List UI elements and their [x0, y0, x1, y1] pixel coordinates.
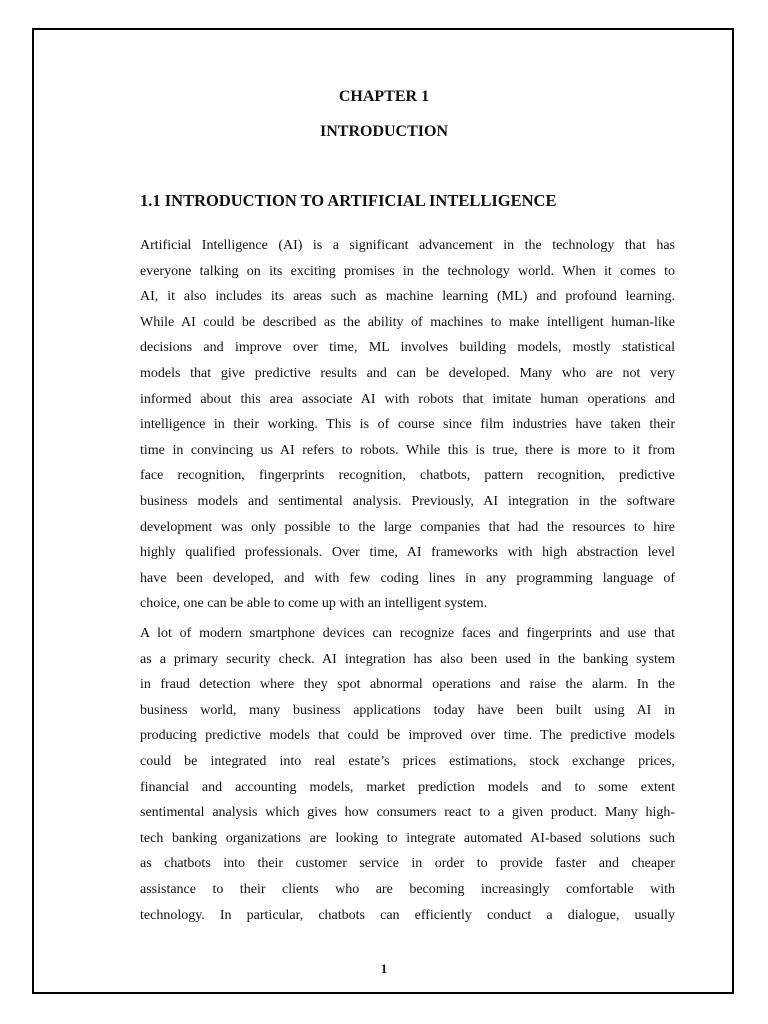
paragraph-line: business models and sentimental analysis. Previously, AI integration in the software — [140, 493, 675, 509]
paragraph-line: While AI could be described as the ability of machines to make intelligent human-like — [140, 314, 675, 330]
section-heading: 1.1 INTRODUCTION TO ARTIFICIAL INTELLIGENCE — [140, 191, 557, 210]
paragraph-line: choice, one can be able to come up with an intelligent system. — [140, 596, 488, 612]
paragraph-line: decisions and improve over time, ML involves building models, mostly statistical — [140, 340, 675, 356]
paragraph-line: models that give predictive results and can be developed. Many who are not very — [140, 365, 675, 381]
paragraph-line: AI, it also includes its areas such as machine learning (ML) and profound learning. — [140, 289, 675, 305]
paragraph-line: in fraud detection where they spot abnormal operations and raise the alarm. In the — [140, 677, 675, 693]
paragraph-line: everyone talking on its exciting promises in the technology world. When it comes to — [140, 263, 675, 279]
paragraph-line: A lot of modern smartphone devices can recognize faces and fingerprints and use that — [140, 626, 675, 641]
paragraph-line: business world, many business applications today have been built using AI in — [140, 702, 675, 718]
paragraph-line: intelligence in their working. This is of course since film industries have taken their — [140, 417, 675, 433]
paragraph-line: have been developed, and with few coding lines in any programming language of — [140, 570, 675, 586]
paragraph-2 — [140, 621, 675, 928]
paragraph-line: tech banking organizations are looking to integrate automated AI-based solutions such — [140, 830, 675, 846]
paragraph-line: technology. In particular, chatbots can efficiently conduct a dialogue, usually — [140, 907, 675, 923]
paragraph-line: could be integrated into real estate’s prices estimations, stock exchange prices, — [140, 753, 675, 769]
paragraph-line: as chatbots into their customer service in order to provide faster and cheaper — [140, 856, 675, 872]
page-number: 1 — [380, 961, 388, 976]
paragraph-line: assistance to their clients who are becoming increasingly comfortable with — [140, 881, 675, 897]
paragraph-line: Artificial Intelligence (AI) is a significant advancement in the technology that has — [140, 238, 675, 253]
paragraph-line: producing predictive models that could be improved over time. The predictive models — [140, 728, 675, 744]
paragraph-line: time in convincing us AI refers to robots. While this is true, there is more to it from — [140, 442, 675, 458]
paragraph-line: financial and accounting models, market prediction models and to some extent — [140, 779, 675, 795]
paragraph-line: face recognition, fingerprints recognition, chatbots, pattern recognition, predictive — [140, 468, 675, 484]
chapter-title: INTRODUCTION — [319, 123, 448, 140]
paragraph-line: highly qualified professionals. Over time, AI frameworks with high abstraction level — [140, 545, 675, 561]
chapter-label: CHAPTER 1 — [338, 88, 430, 105]
paragraph-line: sentimental analysis which gives how consumers react to a given product. Many high- — [140, 805, 675, 821]
paragraph-line: development was only possible to the large companies that had the resources to hire — [140, 519, 675, 535]
paragraph-line: informed about this area associate AI with robots that imitate human operations and — [140, 391, 675, 407]
paragraph-line: as a primary security check. AI integration has also been used in the banking system — [140, 651, 675, 667]
paragraph-1 — [140, 233, 675, 617]
